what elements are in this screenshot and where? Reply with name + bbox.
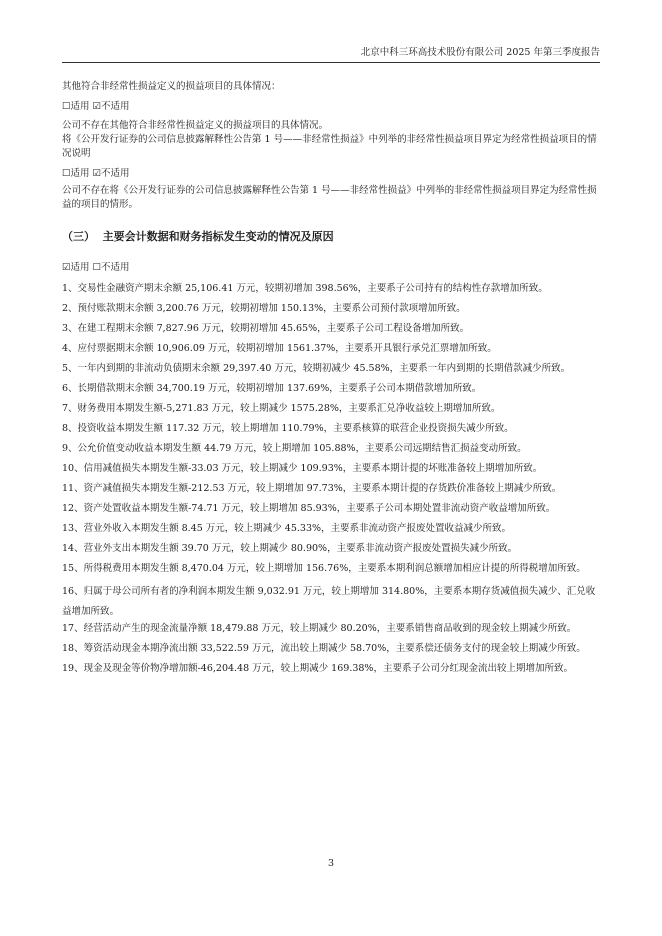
list-item: 10、信用减值损失本期发生额-33.03 万元，较上期减少 109.93%，主要系本期计提的坏账准备较上期增加所致。 — [62, 463, 543, 474]
reclass-intro: 将《公开发行证券的公司信息披露解释性公告第 1 号——非经常性损益》中列举的非经常性损益项目界定为经常性损益项目的情况说明 — [62, 134, 597, 159]
reclass-statement: 公司不存在将《公开发行证券的公司信息披露解释性公告第 1 号——非经常性损益》中列举的非经常性损益项目界定为经常性损益的项目的情形。 — [62, 185, 597, 210]
list-item: 9、公允价值变动收益本期发生额 44.79 万元，较上期增加 105.88%，主要系公司远期结售汇损益变动所致。 — [62, 443, 527, 454]
list-item: 18、筹资活动现金本期净流出额 33,522.59 万元，流出较上期减少 58.70%，主要系偿还债务支付的现金较上期减少所致。 — [62, 643, 586, 654]
list-item: 14、营业外支出本期发生额 39.70 万元，较上期减少 80.90%，主要系非流动资产报废处置损失减少所致。 — [62, 543, 518, 554]
list-item: 1、交易性金融资产期末余额 25,106.41 万元，较期初增加 398.56%，主要系子公司持有的结构性存款增加所致。 — [62, 283, 548, 294]
other-items-intro: 其他符合非经常性损益定义的损益项目的具体情况： — [62, 81, 281, 92]
list-item: 12、资产处置收益本期发生额-74.71 万元，较上期增加 85.93%，主要系子公司本期处置非流动资产收益增加所致。 — [62, 503, 556, 514]
list-item: 2、预付账款期末余额 3,200.76 万元，较期初增加 150.13%，主要系公司预付款项增加所致。 — [62, 303, 466, 314]
list-item: 17、经营活动产生的现金流量净额 18,479.88 万元，较上期减少 80.20%，主要系销售商品收到的现金较上期减少所致。 — [62, 623, 577, 634]
reclass-checkbox: ☐适用 ☑不适用 — [62, 168, 130, 179]
list-item: 11、资产减值损失本期发生额-212.53 万元，较上期增加 97.73%，主要系本期计提的存货跌价准备较上期减少所致。 — [62, 483, 562, 494]
list-item: 15、所得税费用本期发生额 8,470.04 万元，较上期增加 156.76%，主要系本期利润总额增加相应计提的所得税增加所致。 — [62, 563, 586, 574]
list-item: 3、在建工程期末余额 7,827.96 万元，较期初增加 45.65%，主要系子公司工程设备增加所致。 — [62, 323, 470, 334]
section-title: （三） 主要会计数据和财务指标发生变动的情况及原因 — [62, 230, 334, 243]
page-header: 北京中科三环高技术股份有限公司 2025 年第三季度报告 — [62, 46, 600, 63]
list-item: 13、营业外收入本期发生额 8.45 万元，较上期减少 45.33%，主要系非流动资产报废处置收益减少所致。 — [62, 523, 512, 534]
page-number: 3 — [327, 858, 335, 869]
list-item: 4、应付票据期末余额 10,906.09 万元，较期初增加 1561.37%，主要系开具银行承兑汇票增加所致。 — [62, 343, 497, 354]
list-item: 16、归属于母公司所有者的净利润本期发生额 9,032.91 万元，较上期增加 314.80%，主要系本期存货减值损失减少、汇兑收益增加所致。 — [62, 586, 596, 617]
other-items-statement: 公司不存在其他符合非经常性损益定义的损益项目的具体情况。 — [62, 120, 329, 131]
list-item: 5、一年内到期的非流动负债期末余额 29,397.40 万元，较期初减少 45.58%，主要系一年内到期的长期借款减少所致。 — [62, 363, 571, 374]
list-item: 8、投资收益本期发生额 117.32 万元，较上期增加 110.79%，主要系核算的联营企业投资损失减少所致。 — [62, 423, 514, 434]
list-item: 7、财务费用本期发生额-5,271.83 万元，较上期减少 1575.28%，主要系汇兑净收益较上期增加所致。 — [62, 403, 501, 414]
other-items-checkbox: ☐适用 ☑不适用 — [62, 101, 130, 112]
list-item: 19、现金及现金等价物净增加额-46,204.48 万元，较上期减少 169.38%，主要系子公司分红现金流出较上期增加所致。 — [62, 663, 573, 674]
section-checkbox: ☑适用 ☐不适用 — [62, 262, 130, 273]
list-item: 6、长期借款期末余额 34,700.19 万元，较期初增加 137.69%，主要系子公司本期借款增加所致。 — [62, 383, 482, 394]
